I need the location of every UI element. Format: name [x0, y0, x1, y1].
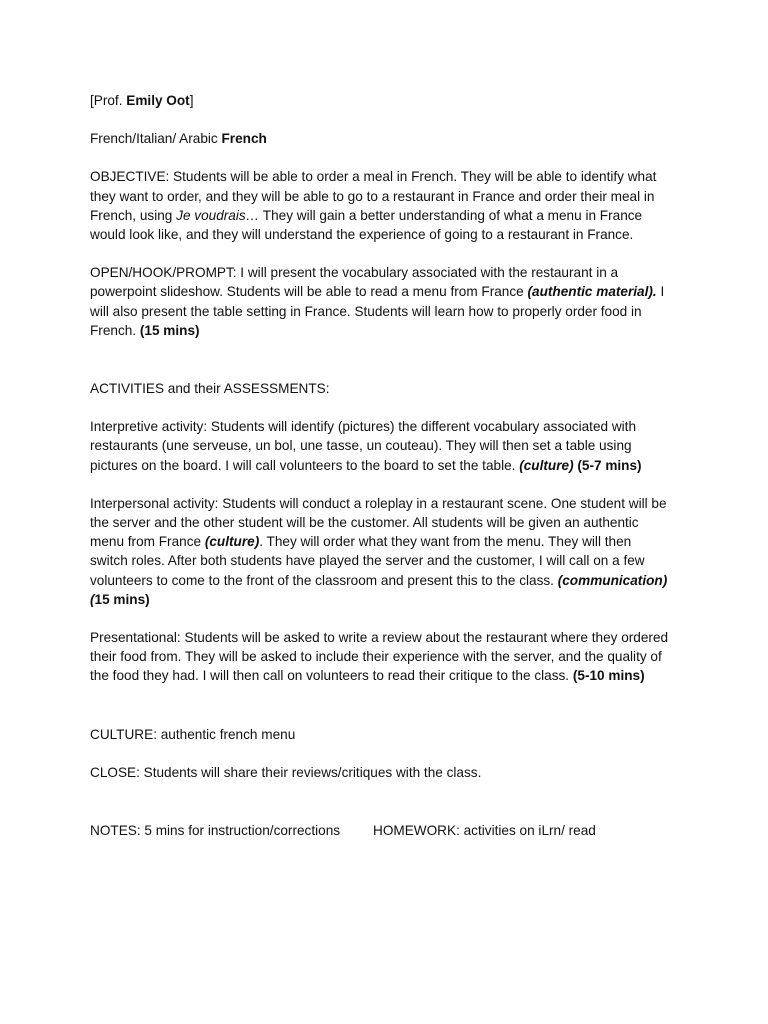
close-line: CLOSE: Students will share their reviews/critiques with the class.	[90, 764, 482, 780]
authentic-material-tag: (authentic material).	[527, 284, 657, 300]
open-hook-line: powerpoint slideshow. Students will be able to read a menu from France (authentic material). I	[90, 284, 665, 300]
prof-suffix: ]	[189, 93, 194, 108]
duration-tag: (5-7 mins)	[573, 457, 642, 473]
presentational-line: their food from. They will be asked to include their experience with the server, and the quality of	[90, 649, 662, 665]
interpersonal-line: the server and the other student will be the customer. All students will be given an authentic	[90, 515, 639, 531]
objective-line: OBJECTIVE: Students will be able to order a meal in French. They will be able to identify what	[90, 169, 657, 185]
open-hook-line: French. (15 mins)	[90, 322, 200, 338]
professor-name: Emily Oot	[126, 93, 190, 108]
culture-tag: (culture)	[204, 534, 260, 550]
interpersonal-line: switch roles. After both students have played the server and the customer, I will call on a few	[90, 553, 645, 569]
interpersonal-line: Interpersonal activity: Students will conduct a roleplay in a restaurant scene. One student will be	[90, 495, 667, 511]
notes-text: NOTES: 5 mins for instruction/corrections	[90, 823, 341, 839]
prof-prefix: [Prof.	[90, 93, 127, 108]
communication-tag: (communication)	[557, 572, 668, 588]
presentational-paragraph	[90, 628, 690, 686]
interpersonal-line: volunteers to come to the front of the classroom and present this to the class. (communication)	[90, 572, 668, 588]
interpretive-line: restaurants (une serveuse, un bol, une tasse, un couteau). They will then set a table using	[90, 438, 632, 454]
interpersonal-line: menu from France (culture). They will order what they want from the menu. They will then	[90, 534, 632, 550]
open-hook-line: OPEN/HOOK/PROMPT: I will present the vocabulary associated with the restaurant in a	[90, 265, 619, 281]
culture-line: CULTURE: authentic french menu	[90, 726, 296, 742]
activities-heading: ACTIVITIES and their ASSESSMENTS:	[90, 381, 330, 397]
je-voudrais-phrase: Je voudrais…	[176, 207, 260, 223]
professor-line	[90, 91, 690, 110]
language-line	[90, 129, 690, 148]
objective-line: they want to order, and they will be able to go to a restaurant in France and order their meal in	[90, 188, 655, 204]
lesson-plan-body	[90, 91, 690, 840]
culture-tag: (culture)	[519, 457, 574, 473]
homework-text: HOMEWORK: activities on iLrn/ read	[373, 823, 596, 839]
open-hook-line: will also present the table setting in France. Students will learn how to properly order food in	[90, 303, 642, 319]
interpretive-line: pictures on the board. I will call volunteers to the board to set the table. (culture) (5-7 mins)	[90, 457, 642, 473]
presentational-line: the food they had. I will then call on volunteers to read their critique to the class. (5-10 mins)	[90, 668, 645, 684]
language-options: French/Italian/ Arabic	[90, 131, 222, 147]
objective-line: French, using Je voudrais… They will gain a better understanding of what a menu in France	[90, 207, 643, 223]
objective-paragraph	[90, 167, 690, 244]
objective-line: would look like, and they will understand the experience of going to a restaurant in France.	[90, 227, 634, 243]
interpretive-line: Interpretive activity: Students will identify (pictures) the different vocabulary associated with	[90, 419, 637, 435]
duration-tag: (5-10 mins)	[572, 668, 645, 684]
interpersonal-paragraph	[90, 494, 690, 609]
duration-tag: 15 mins)	[94, 591, 150, 607]
open-hook-paragraph	[90, 263, 690, 340]
interpretive-paragraph	[90, 417, 690, 475]
notes-row	[90, 821, 690, 840]
interpersonal-line: (15 mins)	[90, 591, 150, 607]
language-selected: French	[221, 131, 267, 147]
duration-tag: (15 mins)	[139, 322, 200, 338]
presentational-line: Presentational: Students will be asked to write a review about the restaurant where they ordered	[90, 630, 669, 646]
